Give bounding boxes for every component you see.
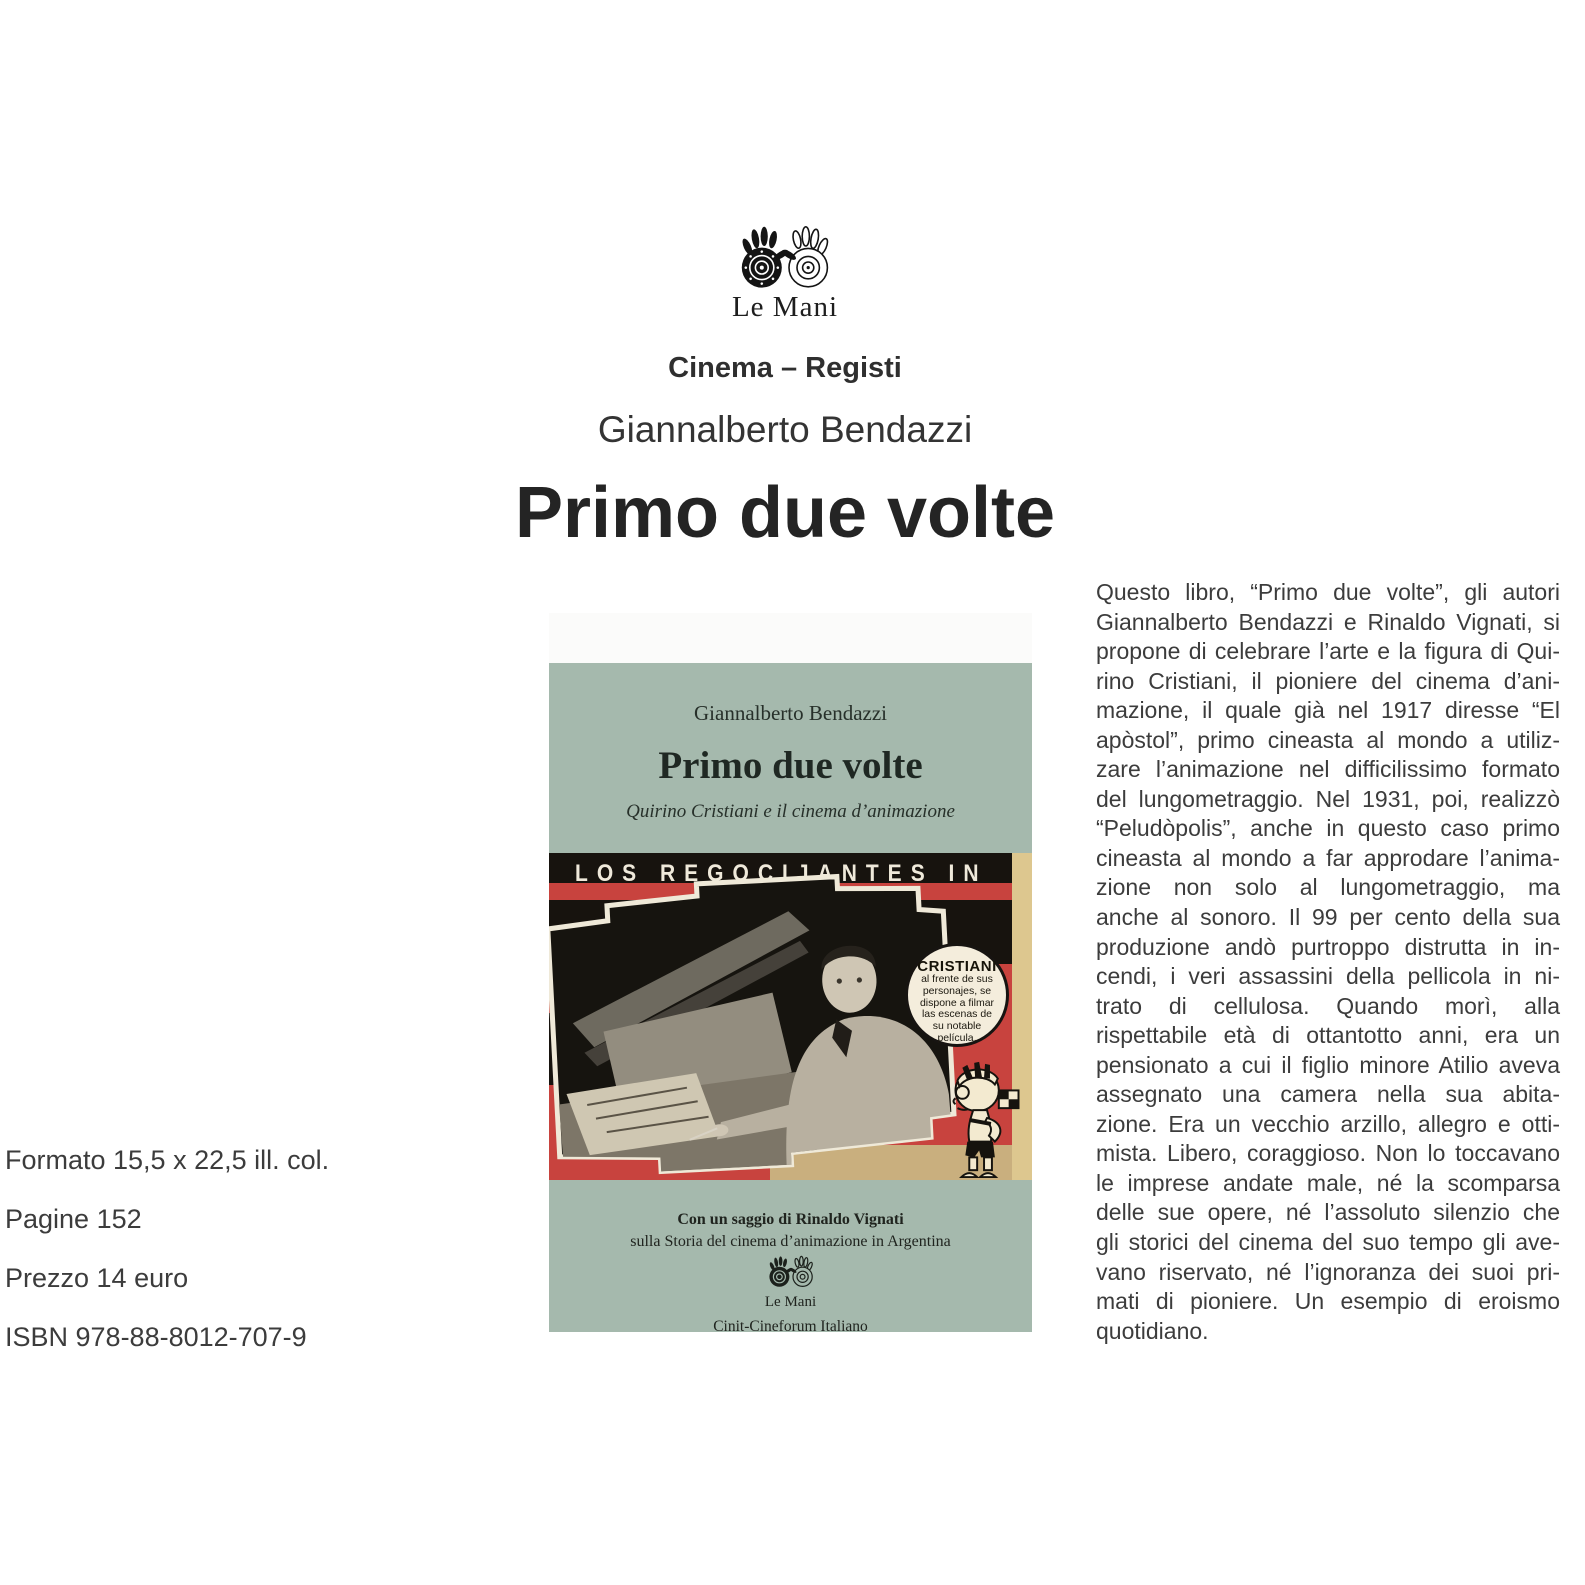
description-line: zione. Era un vecchio arzillo, allegro e otti- <box>1096 1110 1560 1137</box>
description-line: vano riservato, né l’ignoranza dei suoi pri- <box>1096 1258 1560 1285</box>
book-details-list <box>5 1146 345 1382</box>
description-line: rispettabile età di ottantotto anni, era un <box>1096 1022 1560 1049</box>
description-line: rino Cristiani, il pioniere del cinema d’ani- <box>1096 667 1560 694</box>
badge-line: dispone a filmar <box>919 996 995 1009</box>
detail-line: Formato 15,5 x 22,5 ill. col. <box>5 1145 330 1175</box>
description-line: pensionato a cui il figlio minore Atilio aveva <box>1096 1051 1560 1078</box>
description-line: Questo libro, “Primo due volte”, gli autori <box>1096 579 1560 605</box>
badge-title: CRISTIANI <box>917 958 997 975</box>
author-name: Giannalberto Bendazzi <box>597 409 973 450</box>
cover-author: Giannalberto Bendazzi <box>694 701 887 725</box>
cover-essay-subject: sulla Storia del cinema d’animazione in Argentina <box>630 1233 951 1250</box>
description-line: mati di pioniere. Un esempio di eroismo <box>1096 1288 1560 1315</box>
cartoon-character-illustration <box>943 1053 1031 1180</box>
description-line: produzione andò purtroppo distrutta in in- <box>1096 933 1560 960</box>
description-line: trato di cellulosa. Quando morì, alla <box>1096 992 1560 1019</box>
cover-scan-margin <box>549 613 1032 663</box>
badge-line: personajes, se <box>922 984 992 997</box>
description-line: gli storici del cinema del suo tempo gli ave- <box>1096 1229 1560 1256</box>
description-line: le imprese andate male, né la scomparsa <box>1096 1169 1560 1196</box>
magazine-clipping <box>549 853 1032 1180</box>
cover-publisher-name: Le Mani <box>764 1294 817 1310</box>
description-line: cendi, i veri assassini della pellicola in ni- <box>1096 963 1560 990</box>
cartoon-svg <box>943 1053 1031 1180</box>
detail-line: Pagine 152 <box>5 1204 142 1234</box>
description-line: “Peludòpolis”, anche in questo caso primo <box>1096 815 1560 842</box>
badge-lines <box>908 974 1006 1045</box>
cover-association-name: Cinit-Cineforum Italiano <box>713 1318 868 1332</box>
page-title: Primo due volte <box>514 473 1056 553</box>
hands-logo-small-svg <box>767 1255 815 1289</box>
detail-line: ISBN 978-88-8012-707-9 <box>5 1322 307 1352</box>
description-line: mazione, il quale già nel 1917 diresse “El <box>1096 697 1560 724</box>
cover-front <box>549 663 1032 1332</box>
badge-line: su notable <box>932 1020 982 1033</box>
description-line: propone di celebrare l’arte e la figura di Qui- <box>1096 638 1560 665</box>
description-line: anche al sonoro. Il 99 per cento della sua <box>1096 904 1560 931</box>
cover-essay-credit: Con un saggio di Rinaldo Vignati <box>677 1211 904 1228</box>
detail-line: Prezzo 14 euro <box>5 1263 189 1293</box>
book-description <box>1096 578 1560 1346</box>
hands-logo-svg <box>737 222 833 294</box>
description-line: zione non solo al lungometraggio, ma <box>1096 874 1560 901</box>
description-line: apòstol”, primo cineasta al mondo a utiliz- <box>1096 726 1560 753</box>
description-line: mista. Libero, coraggioso. Non lo toccavano <box>1096 1140 1560 1167</box>
cristiani-caption-badge <box>905 943 1009 1047</box>
description-line: del lungometraggio. Nel 1931, poi, realizzò <box>1096 785 1560 812</box>
cristiani-photo-illustration <box>549 862 965 1180</box>
description-line: delle sue opere, né l’assoluto silenzio che <box>1096 1199 1560 1226</box>
photo-svg <box>549 862 965 1180</box>
description-line: quotidiano. <box>1096 1317 1209 1344</box>
series-label: Cinema – Registi <box>668 352 902 384</box>
le-mani-hands-small-icon <box>767 1255 815 1291</box>
description-line: cineasta al mondo a far approdare l’anima- <box>1096 844 1560 871</box>
book-cover-image <box>549 613 1032 1332</box>
description-line: zare l’animazione nel difficilissimo formato <box>1096 756 1560 783</box>
clipping-headline: LOS REGOCIJANTES IN <box>575 860 988 883</box>
cover-subtitle: Quirino Cristiani e il cinema d’animazione <box>626 801 955 822</box>
publisher-name: Le Mani <box>731 291 839 323</box>
badge-line: al frente de sus <box>921 973 993 985</box>
description-line: assegnato una camera nella sua abita- <box>1096 1081 1560 1108</box>
description-line: Giannalberto Bendazzi e Rinaldo Vignati, si <box>1096 608 1560 635</box>
badge-line: película. <box>937 1031 977 1044</box>
badge-line: las escenas de <box>921 1008 993 1021</box>
le-mani-hands-icon <box>737 222 833 294</box>
cover-title: Primo due volte <box>658 744 923 787</box>
